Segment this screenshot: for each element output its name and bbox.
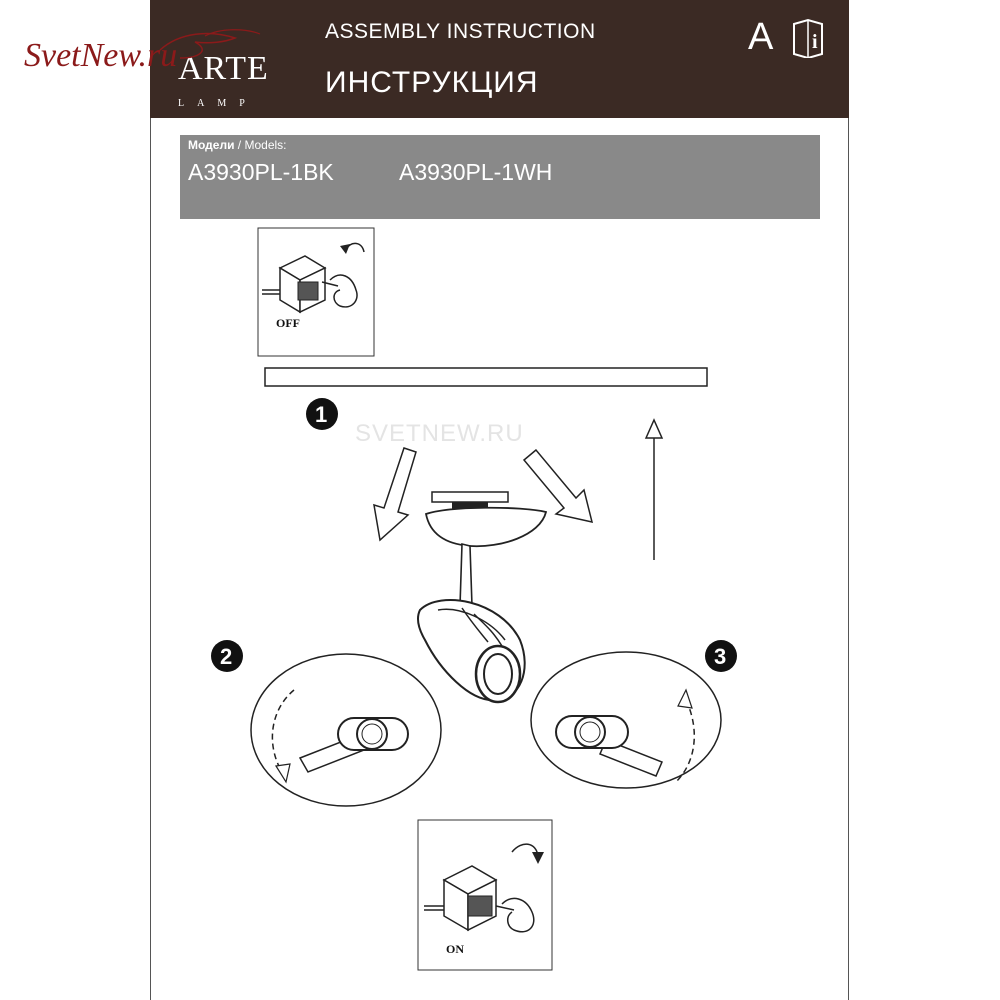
model-code: A3930PL-1BK [188, 159, 334, 185]
models-label-ru: Модели [188, 138, 235, 152]
watermark-text: SVETNEW.RU [355, 420, 524, 447]
brand-logo: ARTE [178, 50, 269, 87]
step-3-badge [705, 640, 737, 672]
off-label: OFF [276, 316, 300, 330]
on-label: ON [446, 942, 464, 956]
models-separator: / [234, 138, 245, 152]
step-3-detail [531, 652, 721, 788]
step-number: 2 [220, 644, 233, 669]
step-2-badge [211, 640, 243, 672]
arrow-up-icon [646, 420, 662, 560]
models-label-en: Models: [244, 138, 287, 152]
track-light-fixture [418, 492, 546, 702]
model-code: A3930PL-1WH [399, 159, 553, 185]
arrow-down-left-icon [374, 448, 416, 540]
step-2-detail [251, 654, 441, 806]
step-number: 3 [714, 644, 727, 669]
brand-subtitle: LAMP [178, 98, 258, 109]
step-number: 1 [315, 402, 328, 427]
language-badge: A [748, 16, 774, 58]
power-off-panel [258, 228, 374, 356]
title-english: ASSEMBLY INSTRUCTION [325, 20, 596, 43]
title-russian: ИНСТРУКЦИЯ [325, 66, 539, 99]
step-1-badge [306, 398, 338, 430]
track-rail [265, 368, 707, 386]
power-on-panel [418, 820, 552, 970]
svg-text:i: i [812, 31, 818, 53]
svetnew-logo-text: SvetNew.ru [24, 37, 178, 74]
